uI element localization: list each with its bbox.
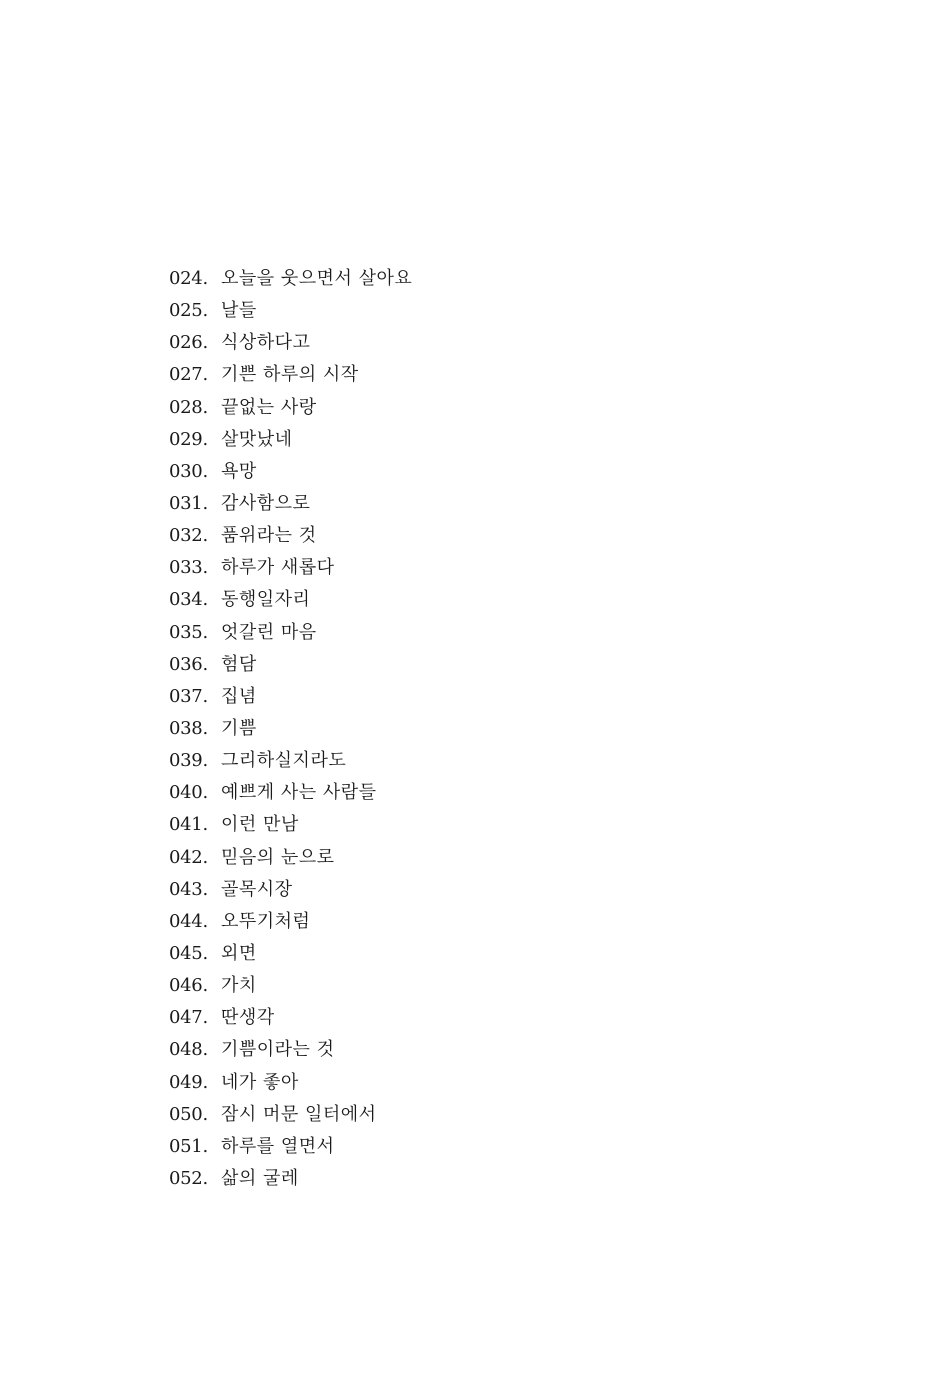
toc-entry-title: 동행일자리 <box>221 589 311 611</box>
toc-entry-title: 이런 만남 <box>221 814 299 836</box>
toc-entry <box>169 327 412 359</box>
toc-entry-number: 044. <box>169 910 208 932</box>
toc-entry-number: 043. <box>169 878 208 900</box>
toc-entry-number: 047. <box>169 1007 208 1029</box>
toc-entry-title: 그리하실지라도 <box>221 750 347 772</box>
toc-entry-number: 046. <box>169 975 208 997</box>
toc-entry-number: 033. <box>169 557 208 579</box>
toc-entry-number: 045. <box>169 943 208 965</box>
toc-entry-title: 욕망 <box>221 460 257 482</box>
toc-entry <box>169 1099 412 1131</box>
toc-entry-title: 끝없는 사랑 <box>221 396 317 418</box>
toc-entry <box>169 552 412 584</box>
toc-entry <box>169 617 412 649</box>
toc-entry-number: 049. <box>169 1071 208 1093</box>
toc-entry-title: 네가 좋아 <box>221 1071 299 1093</box>
toc-entry-number: 038. <box>169 718 208 740</box>
toc-entry-number: 037. <box>169 685 208 707</box>
toc-entry <box>169 488 412 520</box>
toc-entry <box>169 938 412 970</box>
toc-entry-number: 025. <box>169 300 208 322</box>
toc-entry <box>169 456 412 488</box>
toc-entry-title: 품위라는 것 <box>221 525 317 547</box>
toc-entry <box>169 809 412 841</box>
toc-entry <box>169 681 412 713</box>
toc-entry-number: 050. <box>169 1103 208 1125</box>
toc-entry <box>169 906 412 938</box>
toc-entry <box>169 1034 412 1066</box>
toc-entry-title: 잠시 머문 일터에서 <box>221 1103 377 1125</box>
toc-entry-number: 026. <box>169 332 208 354</box>
toc-entry-title: 날들 <box>221 300 257 322</box>
toc-entry-number: 030. <box>169 460 208 482</box>
toc-entry-title: 딴생각 <box>221 1007 275 1029</box>
toc-entry-number: 024. <box>169 268 208 290</box>
toc-entry-title: 외면 <box>221 943 257 965</box>
toc-entry <box>169 842 412 874</box>
toc-entry <box>169 745 412 777</box>
toc-entry-number: 032. <box>169 525 208 547</box>
toc-entry-title: 살맛났네 <box>221 428 293 450</box>
toc-entry-number: 029. <box>169 428 208 450</box>
toc-entry-title: 감사함으로 <box>221 493 311 515</box>
toc-entry-title: 식상하다고 <box>221 332 311 354</box>
toc-entry-number: 041. <box>169 814 208 836</box>
toc-entry-number: 039. <box>169 750 208 772</box>
toc-entry <box>169 584 412 616</box>
toc-entry-title: 믿음의 눈으로 <box>221 846 335 868</box>
toc-entry-number: 048. <box>169 1039 208 1061</box>
toc-entry <box>169 424 412 456</box>
toc-entry <box>169 263 412 295</box>
toc-entry-title: 오뚜기처럼 <box>221 910 311 932</box>
toc-entry-title: 예쁘게 사는 사람들 <box>221 782 377 804</box>
toc-entry-number: 042. <box>169 846 208 868</box>
toc-entry <box>169 1067 412 1099</box>
toc-entry <box>169 649 412 681</box>
toc-entry <box>169 713 412 745</box>
toc-entry <box>169 295 412 327</box>
toc-entry <box>169 1131 412 1163</box>
toc-entry-title: 집념 <box>221 685 257 707</box>
toc-entry <box>169 777 412 809</box>
table-of-contents <box>169 263 412 1195</box>
toc-entry-number: 028. <box>169 396 208 418</box>
toc-entry <box>169 1002 412 1034</box>
toc-entry-number: 027. <box>169 364 208 386</box>
toc-entry-title: 골목시장 <box>221 878 293 900</box>
toc-entry-number: 034. <box>169 589 208 611</box>
toc-entry-title: 가치 <box>221 975 257 997</box>
toc-entry-title: 하루를 열면서 <box>221 1135 335 1157</box>
toc-entry-title: 기쁨이라는 것 <box>221 1039 335 1061</box>
toc-entry-number: 040. <box>169 782 208 804</box>
toc-entry-number: 051. <box>169 1135 208 1157</box>
toc-entry-title: 기쁜 하루의 시작 <box>221 364 359 386</box>
toc-entry-number: 031. <box>169 493 208 515</box>
toc-entry-number: 035. <box>169 621 208 643</box>
toc-entry-number: 036. <box>169 653 208 675</box>
toc-entry <box>169 520 412 552</box>
toc-entry <box>169 1163 412 1195</box>
toc-entry-title: 기쁨 <box>221 718 257 740</box>
toc-entry-title: 삶의 굴레 <box>221 1168 299 1189</box>
toc-entry-title: 엇갈린 마음 <box>221 621 317 643</box>
toc-entry <box>169 392 412 424</box>
toc-entry <box>169 970 412 1002</box>
toc-entry <box>169 359 412 391</box>
toc-entry-title: 오늘을 웃으면서 살아요 <box>221 268 413 290</box>
toc-entry <box>169 874 412 906</box>
toc-entry-number: 052. <box>169 1168 208 1189</box>
toc-entry-title: 험담 <box>221 653 257 675</box>
toc-entry-title: 하루가 새롭다 <box>221 557 335 579</box>
